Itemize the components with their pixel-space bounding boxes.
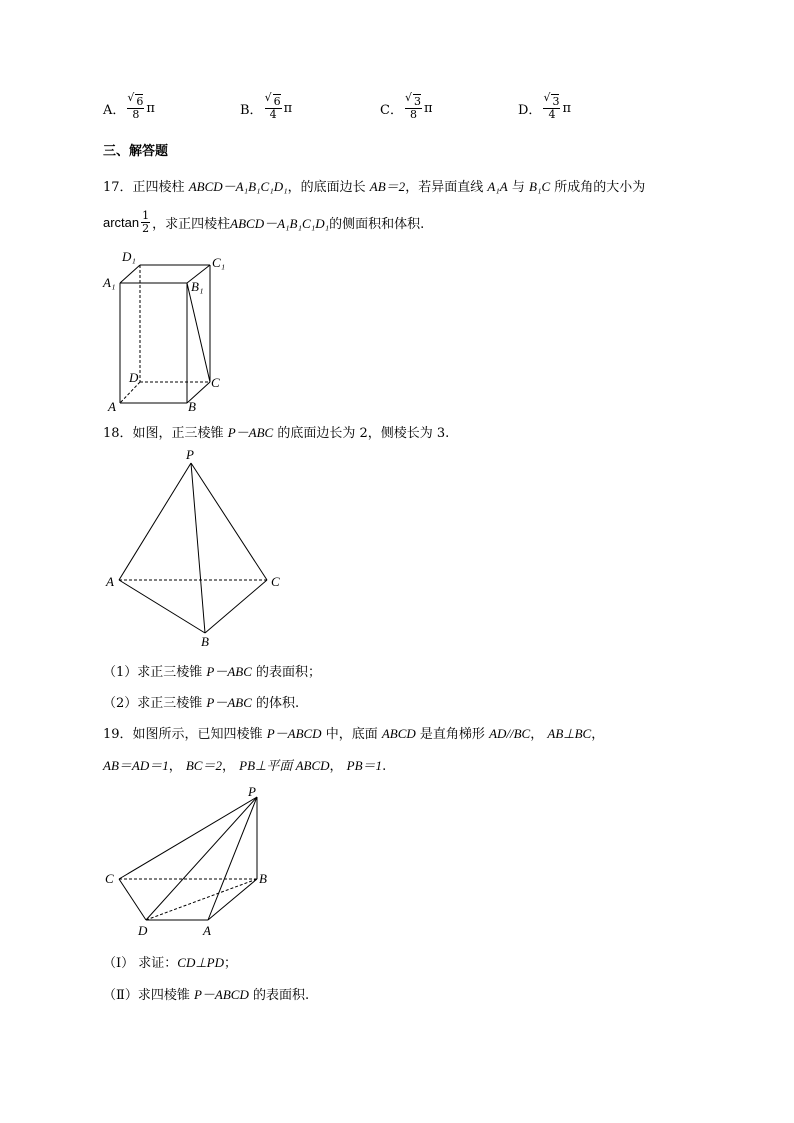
fraction: $\frac{1}{2}$ [142, 209, 150, 235]
option-d: D． √ $\frac{3}{4}$ π [518, 96, 571, 120]
fraction: √ $\frac{6}{4}$ [265, 96, 282, 120]
label-C: C [211, 375, 220, 390]
label-D1: D₁ [122, 249, 136, 264]
option-c: C． √ $\frac{3}{8}$ π [380, 96, 433, 120]
label-A: A [108, 399, 116, 414]
q18-sub1: （1）求正三棱锥 P－ABC 的表面积； [103, 664, 322, 680]
section-title: 三、解答题 [103, 144, 169, 159]
q17-line1: 17．正四棱柱 ABCD－A₁B₁C₁D₁，的底面边长 AB＝2，若异面直线 A₁A 与 B₁C 所成角的大小为 [103, 179, 646, 195]
label-P: P [248, 784, 256, 799]
label-C: C [271, 574, 280, 589]
fraction: √ $\frac{3}{8}$ [405, 96, 422, 120]
label-P: P [186, 447, 194, 462]
fraction: √ $\frac{3}{4}$ [543, 96, 560, 120]
option-b: B． √ $\frac{6}{4}$ π [240, 96, 292, 120]
fraction: √ $\frac{6}{8}$ [127, 96, 144, 120]
label-B1: B₁ [191, 279, 204, 294]
label-C: C [105, 871, 114, 886]
label-A: A [203, 923, 211, 938]
option-letter: A． [103, 102, 126, 118]
label-C1: C₁ [212, 255, 226, 270]
label-B: B [201, 634, 209, 649]
q19-sub1: （Ⅰ） 求证：CD⊥PD； [103, 955, 238, 971]
prism-figure [100, 245, 240, 415]
q17-line2: arctan $\frac{1}{2}$ ，求正四棱柱 ABCD－A₁B₁C₁D₁ 的侧面积和体积. [103, 209, 425, 235]
label-B: B [188, 399, 196, 414]
option-letter: D． [518, 102, 542, 118]
q19-sub2: （Ⅱ）求四棱锥 P－ABCD 的表面积. [103, 987, 310, 1003]
label-A: A [106, 574, 114, 589]
label-D: D [129, 370, 139, 385]
pyramid-figure [100, 445, 290, 650]
label-A1: A₁ [103, 275, 116, 290]
option-letter: C． [380, 102, 403, 118]
q18-text: 18．如图，正三棱锥 P－ABC 的底面边长为 2，侧棱长为 3. [103, 425, 450, 441]
quad-pyramid-figure [100, 783, 280, 938]
label-B: B [259, 871, 267, 886]
q19-line1: 19．如图所示，已知四棱锥 P－ABCD 中，底面 ABCD 是直角梯形 AD//BC， AB⊥BC， [103, 726, 605, 742]
q18-sub2: （2）求正三棱锥 P－ABC 的体积. [103, 695, 300, 711]
option-letter: B． [240, 102, 263, 118]
q19-line2: AB＝AD＝1， BC＝2， PB⊥平面 ABCD， PB＝1. [103, 758, 387, 774]
label-D: D [138, 923, 148, 938]
option-a: A． √ $\frac{6}{8}$ π [103, 96, 155, 120]
